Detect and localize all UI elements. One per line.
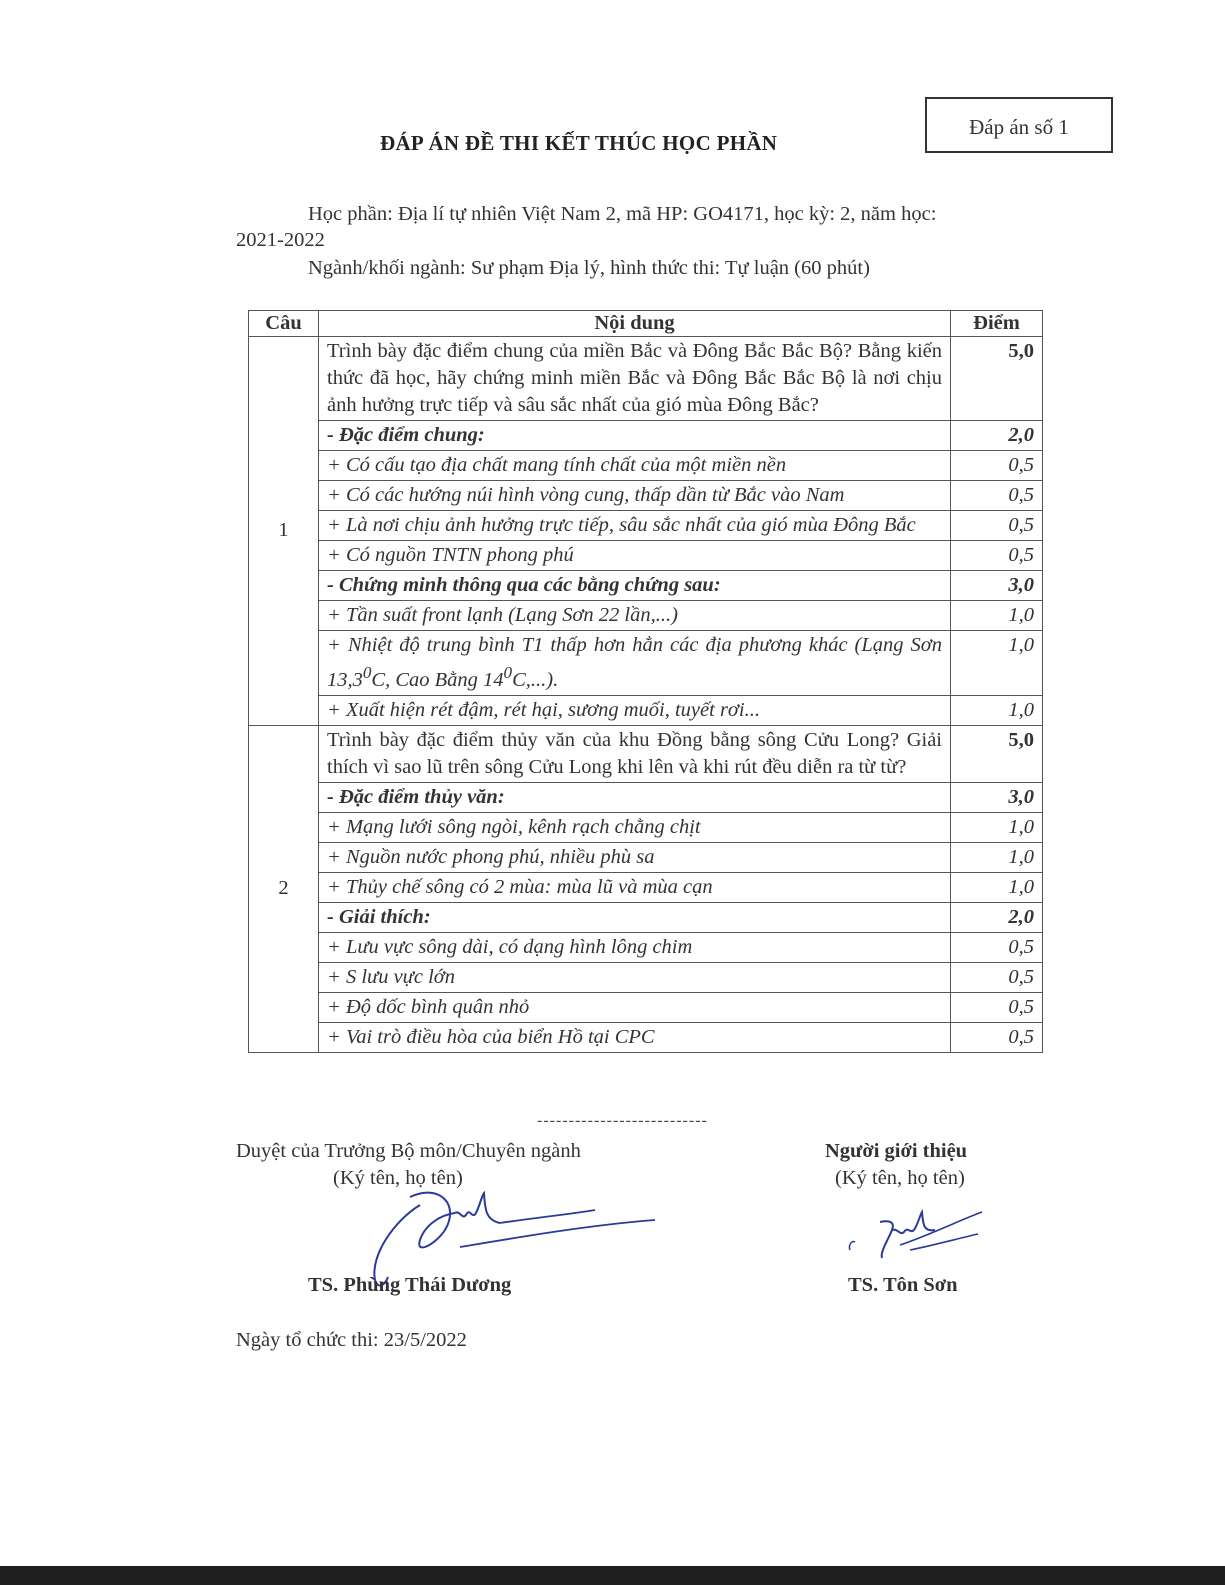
answer-item: + Có các hướng núi hình vòng cung, thấp dần từ Bắc vào Nam (319, 481, 951, 511)
table-row (249, 451, 1043, 481)
section-heading: - Đặc điểm thủy văn: (319, 782, 951, 812)
table-row (249, 421, 1043, 451)
answer-score: 0,5 (951, 451, 1043, 481)
answer-score: 0,5 (951, 962, 1043, 992)
table-row (249, 932, 1043, 962)
table-row (249, 902, 1043, 932)
divider-line: --------------------------- (537, 1112, 708, 1129)
table-row (249, 782, 1043, 812)
table-row (249, 725, 1043, 782)
introducer-label: Người giới thiệu (825, 1140, 968, 1162)
table-row (249, 812, 1043, 842)
answer-item: + Lưu vực sông dài, có dạng hình lông chim (319, 932, 951, 962)
approver-sign-note: (Ký tên, họ tên) (333, 1167, 463, 1189)
question-number: 1 (249, 337, 319, 726)
section-heading: - Chứng minh thông qua các bằng chứng sau: (319, 571, 951, 601)
answer-score: 1,0 (951, 601, 1043, 631)
table-row (249, 1022, 1043, 1052)
introducer-sign-note: (Ký tên, họ tên) (835, 1167, 965, 1189)
header-score: Điểm (951, 311, 1043, 337)
answer-score: 0,5 (951, 992, 1043, 1022)
table-row (249, 695, 1043, 725)
answer-score: 1,0 (951, 842, 1043, 872)
answer-score: 1,0 (951, 872, 1043, 902)
answer-item: + Nguồn nước phong phú, nhiều phù sa (319, 842, 951, 872)
table-row (249, 631, 1043, 696)
question-score: 5,0 (951, 725, 1043, 782)
table-row (249, 337, 1043, 421)
table-row (249, 571, 1043, 601)
signature-right-image (840, 1200, 990, 1270)
section-heading: - Giải thích: (319, 902, 951, 932)
section-heading: - Đặc điểm chung: (319, 421, 951, 451)
answer-item: + Có nguồn TNTN phong phú (319, 541, 951, 571)
answer-item: + Mạng lưới sông ngòi, kênh rạch chằng chịt (319, 812, 951, 842)
table-row (249, 872, 1043, 902)
answer-score: 1,0 (951, 631, 1043, 696)
section-score: 2,0 (951, 421, 1043, 451)
answer-score: 0,5 (951, 1022, 1043, 1052)
answer-score: 1,0 (951, 695, 1043, 725)
document-title: ĐÁP ÁN ĐỀ THI KẾT THÚC HỌC PHẦN (380, 131, 778, 155)
answer-score: 0,5 (951, 481, 1043, 511)
course-info-line: Học phần: Địa lí tự nhiên Việt Nam 2, mã HP: GO4171, học kỳ: 2, năm học: (308, 203, 937, 225)
table-row (249, 511, 1043, 541)
table-row (249, 842, 1043, 872)
answer-item: + Độ dốc bình quân nhỏ (319, 992, 951, 1022)
section-score: 2,0 (951, 902, 1043, 932)
answer-key-number-box: Đáp án số 1 (925, 97, 1113, 153)
approver-name: TS. Phùng Thái Dương (308, 1274, 512, 1296)
answer-item: + Là nơi chịu ảnh hưởng trực tiếp, sâu sắc nhất của gió mùa Đông Bắc (319, 511, 951, 541)
table-row (249, 541, 1043, 571)
table-header-row (249, 311, 1043, 337)
answer-item: + Vai trò điều hòa của biển Hồ tại CPC (319, 1022, 951, 1052)
question-score: 5,0 (951, 337, 1043, 421)
section-score: 3,0 (951, 571, 1043, 601)
header-content: Nội dung (319, 311, 951, 337)
table-row (249, 601, 1043, 631)
question-text: Trình bày đặc điểm thủy văn của khu Đồng bằng sông Cửu Long? Giải thích vì sao lũ trên sông Cửu Long khi lên và khi rút đều diễn ra từ từ? (319, 725, 951, 782)
table-row (249, 962, 1043, 992)
major-info-line: Ngành/khối ngành: Sư phạm Địa lý, hình thức thi: Tự luận (60 phút) (308, 257, 870, 279)
answer-score: 1,0 (951, 812, 1043, 842)
header-question: Câu (249, 311, 319, 337)
answer-item: + Thủy chế sông có 2 mùa: mùa lũ và mùa cạn (319, 872, 951, 902)
question-text: Trình bày đặc điểm chung của miền Bắc và Đông Bắc Bắc Bộ? Bằng kiến thức đã học, hãy chứng minh miền Bắc và Đông Bắc Bắc Bộ là nơi chịu ảnh hưởng trực tiếp và sâu sắc nhất của gió mùa Đông Bắc? (319, 337, 951, 421)
table-row (249, 481, 1043, 511)
answer-score: 0,5 (951, 541, 1043, 571)
section-score: 3,0 (951, 782, 1043, 812)
answer-score: 0,5 (951, 511, 1043, 541)
answer-score: 0,5 (951, 932, 1043, 962)
table-row (249, 992, 1043, 1022)
answer-item: + Nhiệt độ trung bình T1 thấp hơn hẳn các địa phương khác (Lạng Sơn 13,3$^0$C, Cao Bằng $14^0C$,...). (319, 631, 951, 696)
answer-item: + Tần suất front lạnh (Lạng Sơn 22 lần,...) (319, 601, 951, 631)
answer-item: + Có cấu tạo địa chất mang tính chất của một miền nền (319, 451, 951, 481)
answer-item: + S lưu vực lớn (319, 962, 951, 992)
exam-date: Ngày tổ chức thi: 23/5/2022 (236, 1329, 467, 1351)
answer-table (248, 310, 1043, 1053)
question-number: 2 (249, 725, 319, 1052)
scan-edge-shadow (0, 1566, 1225, 1585)
approver-label: Duyệt của Trưởng Bộ môn/Chuyên ngành (236, 1140, 581, 1162)
answer-item: + Xuất hiện rét đậm, rét hại, sương muối, tuyết rơi... (319, 695, 951, 725)
course-info-year: 2021-2022 (236, 229, 325, 251)
introducer-name: TS. Tôn Sơn (848, 1274, 958, 1296)
